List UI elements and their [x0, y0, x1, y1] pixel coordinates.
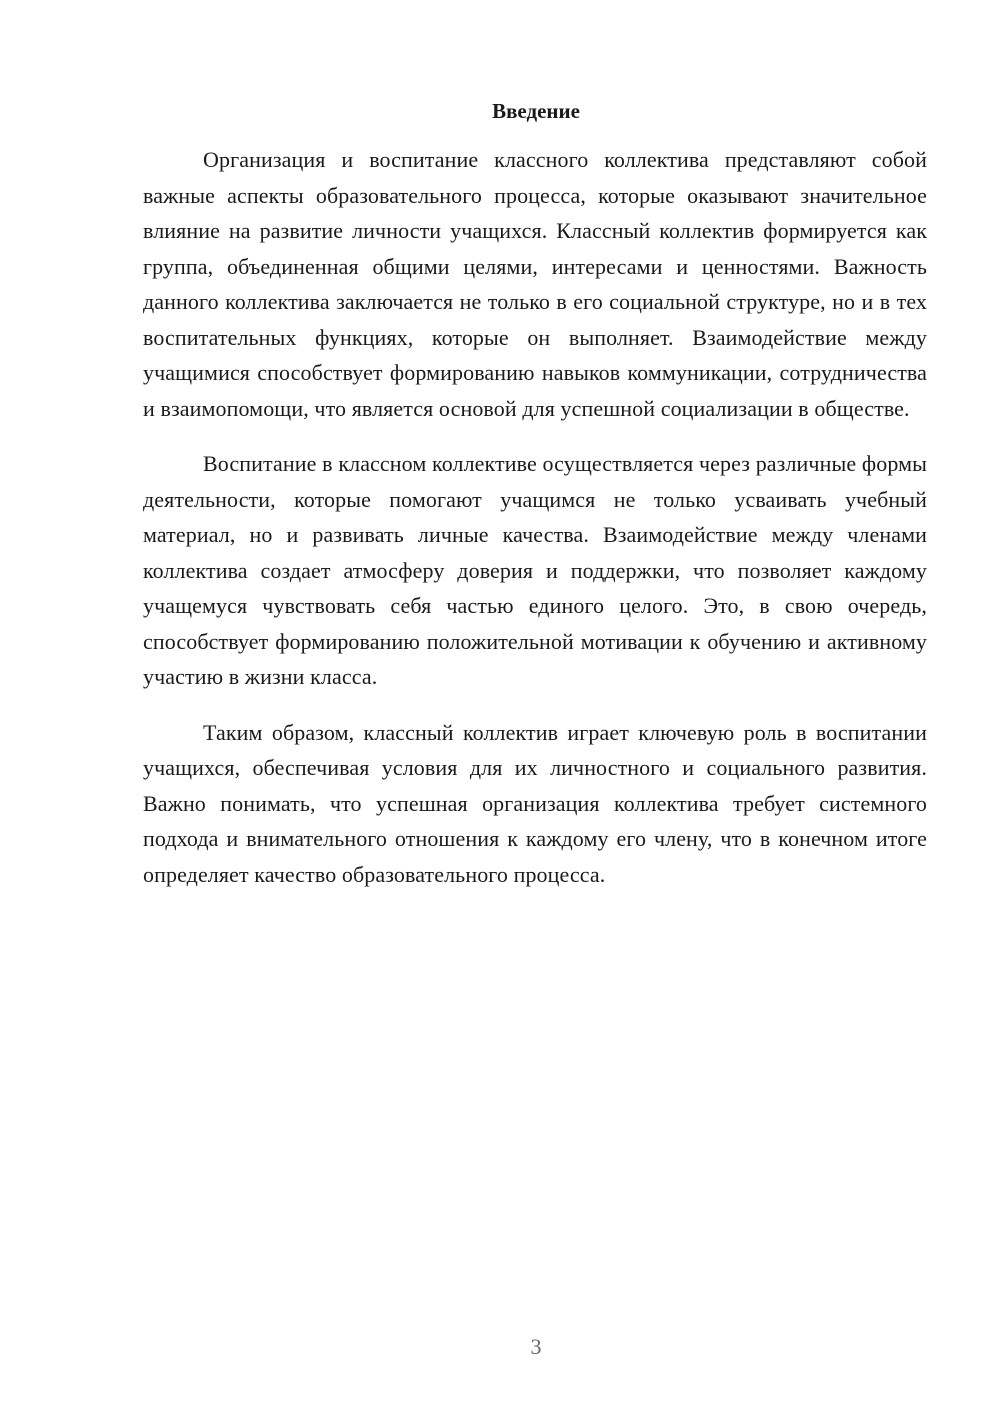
paragraph-1: Организация и воспитание классного коллектива представляют собой важные аспекты образовательного процесса, которые оказывают значительное влияние на развитие личности учащихся. Классный коллектив формируется как группа, объединенная общими целями, интересами и ценностями. Важность данного коллектива заключается не только в его социальной структуре, но и в тех воспитательных функциях, которые он выполняет. Взаимодействие между учащимися способствует формированию навыков коммуникации, сотрудничества и взаимопомощи, что является основой для успешной социализации в обществе. [143, 147, 927, 421]
body-text [143, 142, 927, 912]
page-number: 3 [530, 1334, 542, 1359]
section-title: Введение [492, 99, 580, 123]
paragraph-3: Таким образом, классный коллектив играет ключевую роль в воспитании учащихся, обеспечивая условия для их личностного и социального развития. Важно понимать, что успешная организация коллектива требует системного подхода и внимательного отношения к каждому его члену, что в конечном итоге определяет качество образовательного процесса. [143, 719, 927, 887]
paragraph-2: Воспитание в классном коллективе осуществляется через различные формы деятельности, которые помогают учащимся не только усваивать учебный материал, но и развивать личные качества. Взаимодействие между членами коллектива создает атмосферу доверия и поддержки, что позволяет каждому учащемуся чувствовать себя частью единого целого. Это, в свою очередь, способствует формированию положительной мотивации к обучению и активному участию в жизни класса. [143, 451, 927, 689]
